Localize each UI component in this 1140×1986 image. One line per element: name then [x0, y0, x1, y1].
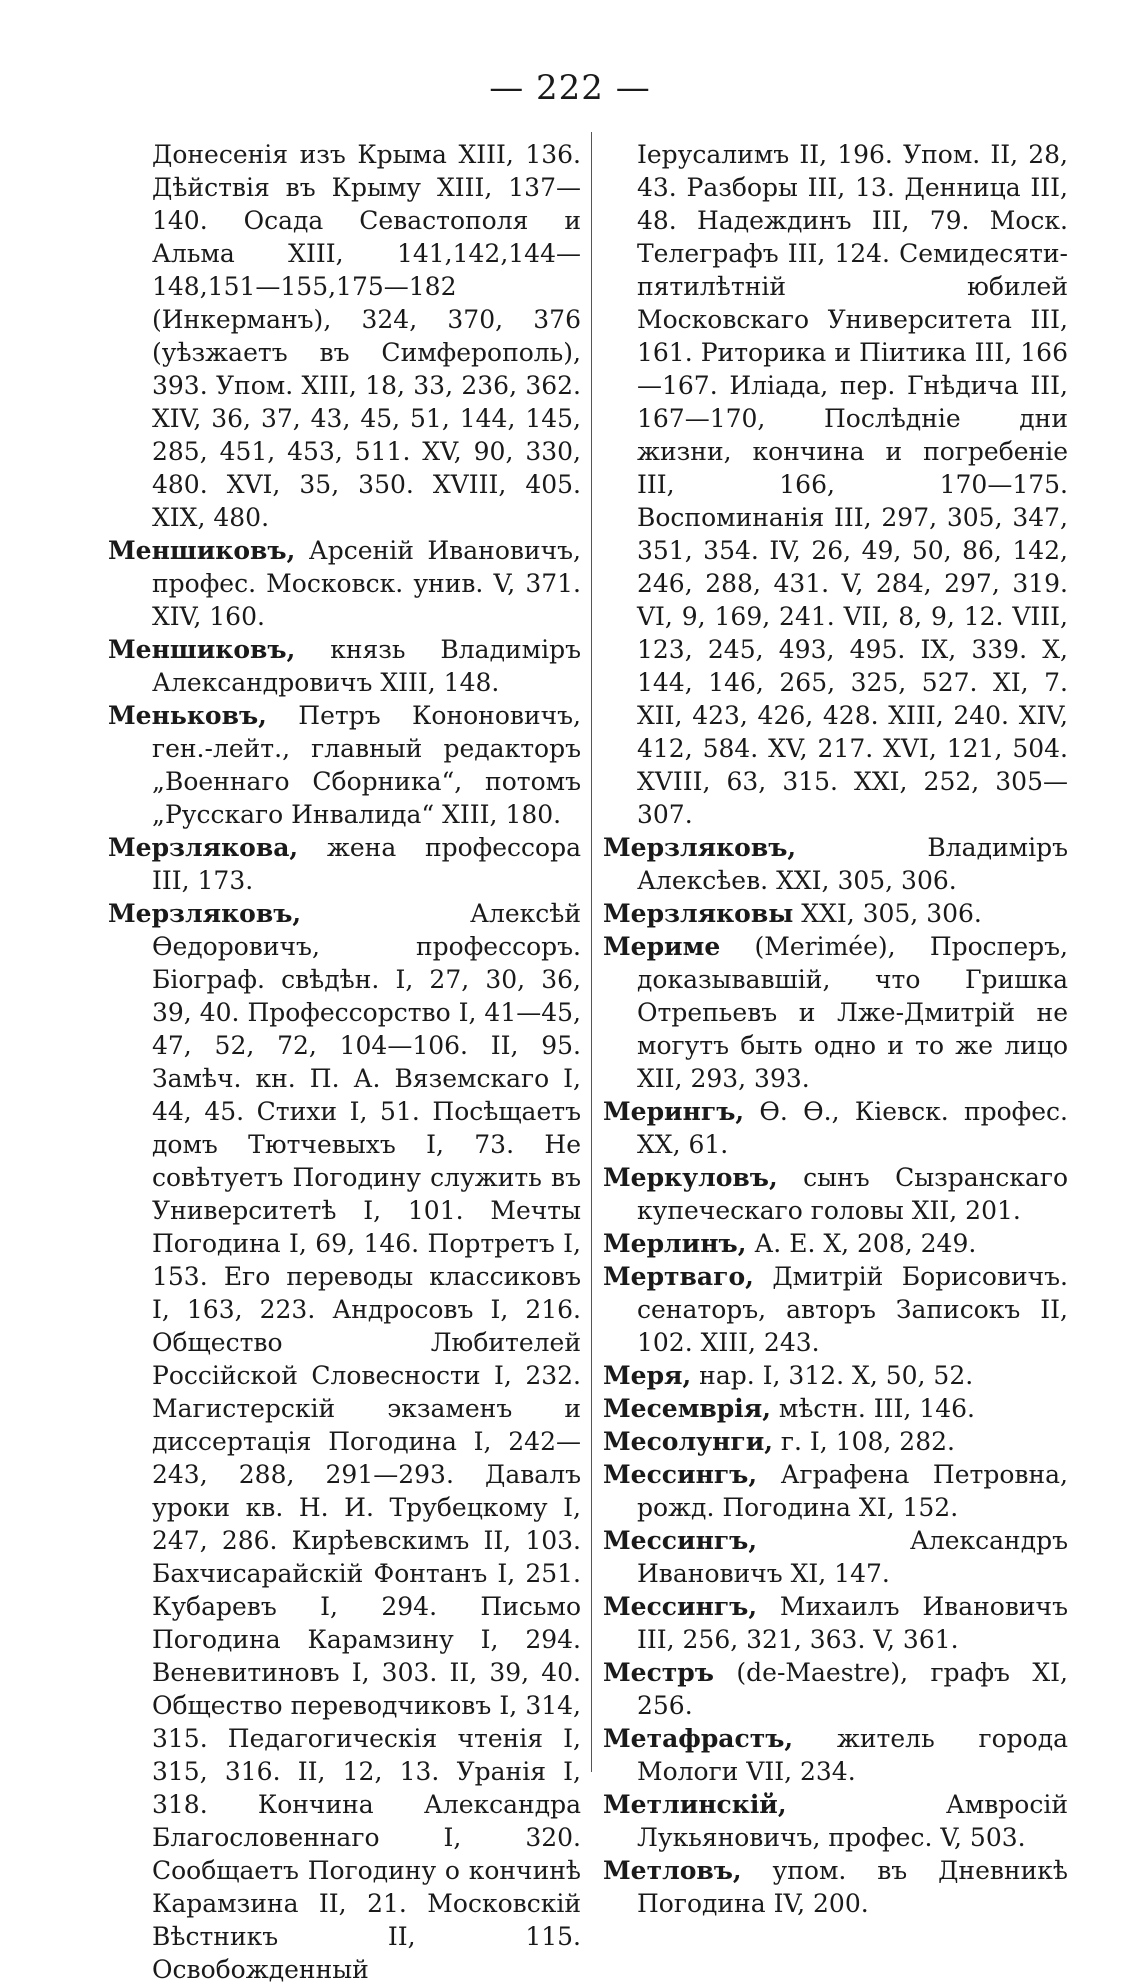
entry-headword: Мерзляковъ, — [603, 833, 797, 862]
index-entry — [603, 1425, 1068, 1458]
entry-text: Арсеній Ивановичъ, профес. Московск. унив. V, 371. XIV, 160. — [152, 536, 581, 631]
entry-headword: Месемврія, — [603, 1394, 771, 1423]
index-entry — [108, 633, 581, 699]
entry-text: Аграфена Петровна, рожд. Погодина XI, 152. — [637, 1460, 1068, 1522]
entry-headword: Местръ — [603, 1658, 714, 1687]
entry-text: Владиміръ Алексѣев. XXI, 305, 306. — [637, 833, 1068, 895]
entry-text: упом. въ Дневникѣ Погодина IV, 200. — [637, 1856, 1068, 1918]
index-entry — [603, 930, 1068, 1095]
entry-text: нар. I, 312. X, 50, 52. — [691, 1361, 974, 1390]
entry-text: сынъ Сызранскаго купеческаго головы XII, 201. — [637, 1163, 1068, 1225]
entry-headword: Мессингъ, — [603, 1526, 758, 1555]
index-entry — [603, 1359, 1068, 1392]
entry-text: (Merimée), Просперъ, доказывавшій, что Гришка Отрепьевъ и Лже-Дмитрій не могутъ быть одно и то же лицо XII, 293, 393. — [637, 932, 1068, 1093]
entry-text: князь Владиміръ Александровичъ XIII, 148. — [152, 635, 581, 697]
entry-text: Михаилъ Ивановичъ III, 256, 321, 363. V, 361. — [637, 1592, 1068, 1654]
page-number: — 222 — — [489, 68, 651, 108]
column-divider — [591, 132, 592, 1772]
entry-text: г. I, 108, 282. — [772, 1427, 955, 1456]
index-entry — [603, 1161, 1068, 1227]
entry-headword: Меркуловъ, — [603, 1163, 778, 1192]
entry-headword: Меншиковъ, — [108, 635, 296, 664]
entry-headword: Меншиковъ, — [108, 536, 296, 565]
index-entry — [603, 831, 1068, 897]
index-entry — [108, 831, 581, 897]
entry-text: (de-Maestre), графъ XI, 256. — [637, 1658, 1068, 1720]
entry-text: Петръ Кононовичъ, ген.-лейт., главный редакторъ „Военнаго Сборника“, потомъ „Русскаго Инвалида“ XIII, 180. — [152, 701, 581, 829]
entry-text: жена профессора III, 173. — [152, 833, 581, 895]
entry-text: житель города Мологи VII, 234. — [637, 1724, 1068, 1786]
entry-headword: Мессингъ, — [603, 1460, 758, 1489]
entry-text: Александръ Ивановичъ XI, 147. — [637, 1526, 1068, 1588]
entry-text: мѣстн. III, 146. — [770, 1394, 975, 1423]
entry-text: Алексѣй Ѳедоровичъ, профессоръ. Біограф. свѣдѣн. I, 27, 30, 36, 39, 40. Профессорство I, 41—45, 47, 52, 72, 104—106. II, 95. Замѣч. кн. П. А. Вяземскаго I, 44, 45. Стихи I, 51. Посѣщаетъ домъ Тютчевыхъ I, 73. Не совѣтуетъ Погодину служить въ Университетѣ I, 101. Мечты Погодина I, 69, 146. Портретъ I, 153. Его переводы классиковъ I, 163, 223. Андросовъ I, 216. Общество Любителей Россійской Словесности I, 232. Магистерскій экзаменъ и диссертація Погодина I, 242—243, 288, 291—293. Давалъ уроки кв. Н. И. Трубецкому I, 247, 286. Кирѣевскимъ II, 103. Бахчисарайскій Фонтанъ I, 251. Кубаревъ I, 294. Письмо Погодина Карамзину I, 294. Веневитиновъ I, 303. II, 39, 40. Общество переводчиковъ I, 314, 315. Педагогическія чтенія I, 315, 316. II, 12, 13. Уранія I, 318. Кончина Александра Благословеннаго I, 320. Сообщаетъ Погодину о кончинѣ Карамзина II, 21. Московскій Вѣстникъ II, 115. Освобожденный — [152, 899, 581, 1984]
entry-headword: Метафрастъ, — [603, 1724, 794, 1753]
index-entry — [603, 1854, 1068, 1920]
entry-text: Донесенія изъ Крыма XIII, 136. Дѣйствія въ Крыму XIII, 137—140. Осада Севастополя и Альма XIII, 141,142,144—148,151—155,175—182 (Инкерманъ), 324, 370, 376 (уѣзжаетъ въ Симферополь), 393. Упом. XIII, 18, 33, 236, 362. XIV, 36, 37, 43, 45, 51, 144, 145, 285, 451, 453, 511. XV, 90, 330, 480. XVI, 35, 350. XVIII, 405. XIX, 480. — [152, 140, 581, 532]
entry-text: Ѳ. Ѳ., Кіевск. профес. XX, 61. — [637, 1097, 1068, 1159]
index-column-left — [108, 138, 581, 1986]
index-entry — [108, 897, 581, 1986]
index-entry — [603, 1227, 1068, 1260]
entry-text: XXI, 305, 306. — [793, 899, 982, 928]
entry-headword: Метловъ, — [603, 1856, 742, 1885]
index-entry — [603, 1656, 1068, 1722]
entry-text: Дмитрій Борисовичъ. сенаторъ, авторъ Записокъ II, 102. XIII, 243. — [637, 1262, 1068, 1357]
entry-headword: Мерзлякова, — [108, 833, 299, 862]
index-entry — [108, 534, 581, 633]
entry-headword: Меря, — [603, 1361, 692, 1390]
index-entry — [108, 138, 581, 534]
index-entry — [603, 1788, 1068, 1854]
entry-headword: Мериме — [603, 932, 721, 961]
entry-headword: Мессингъ, — [603, 1592, 758, 1621]
entry-text: А. Е. X, 208, 249. — [746, 1229, 977, 1258]
index-entry — [603, 1458, 1068, 1524]
entry-headword: Мерзляковы — [603, 899, 794, 928]
entry-text: Іерусалимъ II, 196. Упом. II, 28, 43. Разборы III, 13. Денница III, 48. Надеждинъ III, 79. Моск. Телеграфъ III, 124. Семидесяти-пятилѣтній юбилей Московскаго Университета III, 161. Риторика и Піитика III, 166—167. Иліада, пер. Гнѣдича III, 167—170, Послѣдніе дни жизни, кончина и погребеніе III, 166, 170—175. Воспоминанія III, 297, 305, 347, 351, 354. IV, 26, 49, 50, 86, 142, 246, 288, 431. V, 284, 297, 319. VI, 9, 169, 241. VII, 8, 9, 12. VIII, 123, 245, 493, 495. IX, 339. X, 144, 146, 265, 325, 527. XI, 7. XII, 423, 426, 428. XIII, 240. XIV, 412, 584. XV, 217. XVI, 121, 504. XVIII, 63, 315. XXI, 252, 305—307. — [637, 140, 1068, 829]
index-entry — [603, 1722, 1068, 1788]
index-entry — [603, 1260, 1068, 1359]
entry-headword: Месолунги, — [603, 1427, 773, 1456]
index-entry — [603, 1524, 1068, 1590]
index-entry — [603, 1590, 1068, 1656]
index-entry — [603, 138, 1068, 831]
index-entry — [603, 1095, 1068, 1161]
entry-headword: Меньковъ, — [108, 701, 267, 730]
entry-headword: Метлинскій, — [603, 1790, 787, 1819]
entry-headword: Мерлинъ, — [603, 1229, 747, 1258]
entry-headword: Мертваго, — [603, 1262, 754, 1291]
index-entry — [603, 1392, 1068, 1425]
entry-text: Амвросій Лукьяновичъ, профес. V, 503. — [637, 1790, 1068, 1852]
index-column-right — [603, 138, 1068, 1920]
entry-headword: Мерингъ, — [603, 1097, 745, 1126]
index-entry — [603, 897, 1068, 930]
entry-headword: Мерзляковъ, — [108, 899, 302, 928]
index-entry — [108, 699, 581, 831]
